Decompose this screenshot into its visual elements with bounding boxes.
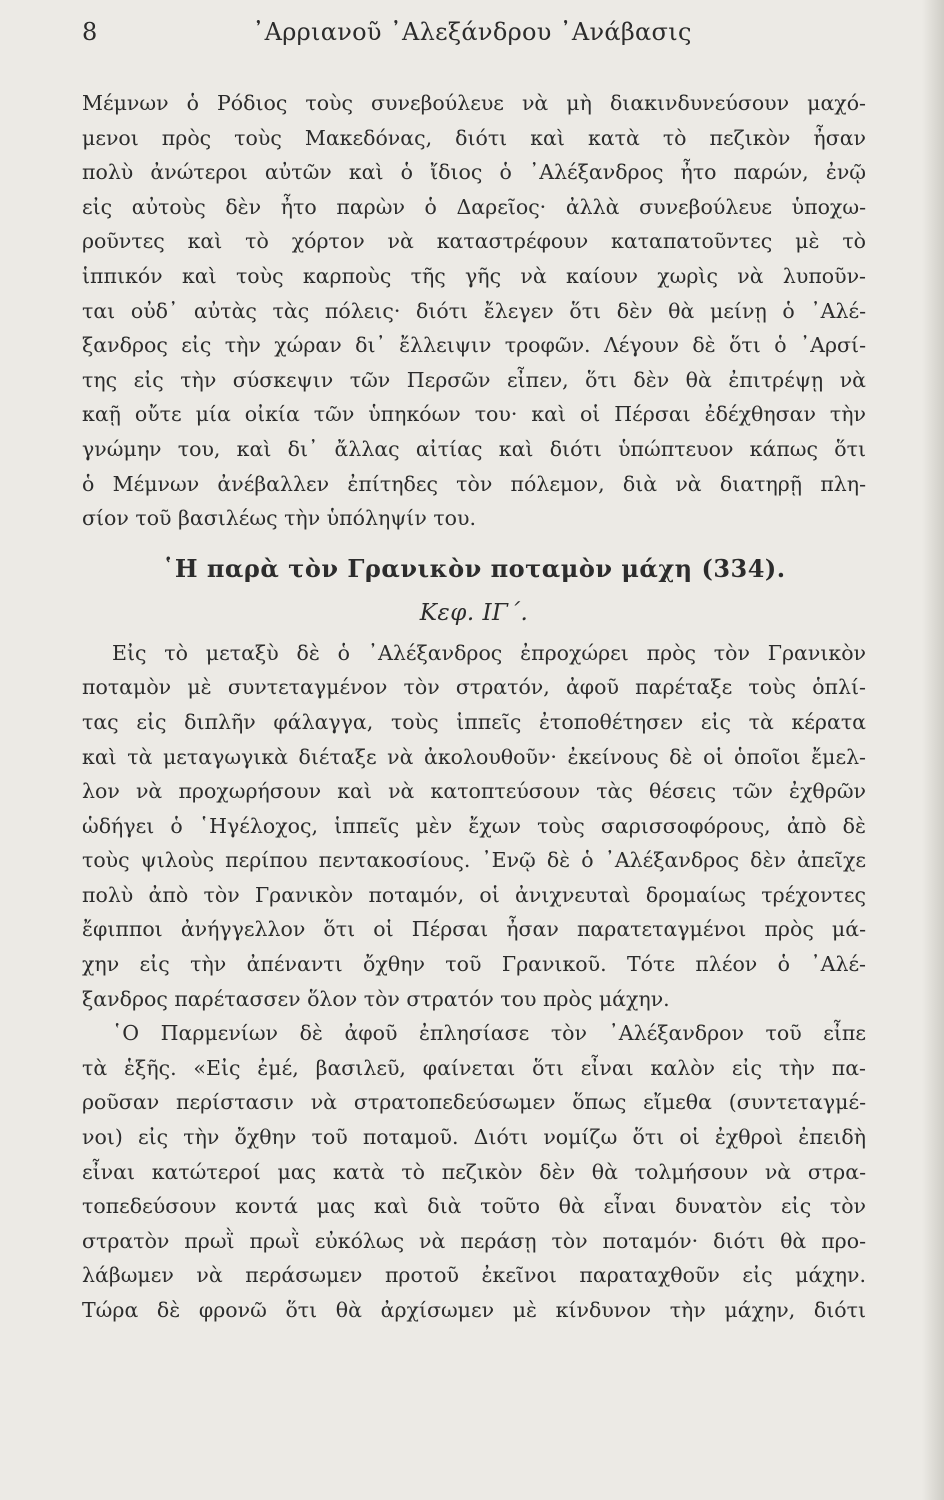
text-line: λάβωμεν νὰ περάσωμεν προτοῦ ἐκεῖνοι παραταχθοῦν εἰς μάχην.	[82, 1263, 866, 1288]
text-line: νοι) εἰς τὴν ὄχθην τοῦ ποταμοῦ. Διότι νομίζω ὅτι οἱ ἐχθροὶ ἐπειδὴ	[82, 1125, 866, 1150]
text-line: ῾Ο Παρμενίων δὲ ἀφοῦ ἐπλησίασε τὸν ᾿Αλέξανδρον τοῦ εἶπε	[112, 1021, 866, 1046]
text-line: ποταμὸν μὲ συντεταγμένον τὸν στρατόν, ἀφοῦ παρέταξε τοὺς ὁπλί-	[82, 675, 866, 700]
text-line: Μέμνων ὁ Ρόδιος τοὺς συνεβούλευε νὰ μὴ διακινδυνεύσουν μαχό-	[82, 91, 866, 115]
chapter-label: Κεφ. ΙΓ΄.	[419, 599, 529, 626]
page-number: 8	[82, 18, 98, 46]
text-line: πολὺ ἀνώτεροι αὐτῶν καὶ ὁ ἴδιος ὁ ᾿Αλέξανδρος ἦτο παρών, ἐνῷ	[82, 160, 866, 185]
text-line: τας εἰς διπλῆν φάλαγγα, τοὺς ἱππεῖς ἐτοποθέτησεν εἰς τὰ κέρατα	[82, 709, 866, 734]
text-line: ὁ Μέμνων ἀνέβαλλεν ἐπίτηδες τὸν πόλεμον, διὰ νὰ διατηρῇ πλη-	[82, 471, 866, 496]
text-line: πολὺ ἀπὸ τὸν Γρανικὸν ποταμόν, οἱ ἀνιχνευταὶ δρομαίως τρέχοντες	[82, 882, 866, 907]
text-line: τοπεδεύσουν κοντά μας καὶ διὰ τοῦτο θὰ εἶναι δυνατὸν εἰς τὸν	[82, 1194, 866, 1219]
text-line: χην εἰς τὴν ἀπέναντι ὄχθην τοῦ Γρανικοῦ. Τότε πλέον ὁ ᾿Αλέ-	[82, 952, 866, 977]
text-line: σίον τοῦ βασιλέως τὴν ὑπόληψίν του.	[82, 506, 476, 531]
text-line: εἶναι κατώτεροί μας κατὰ τὸ πεζικὸν δὲν θὰ τολμήσουν νὰ στρα-	[82, 1159, 866, 1184]
text-line: στρατὸν πρωῒ πρωῒ εὐκόλως νὰ περάσῃ τὸν ποταμόν· διότι θὰ προ-	[82, 1228, 866, 1253]
text-line: ξανδρος εἰς τὴν χώραν δι᾿ ἔλλειψιν τροφῶν. Λέγουν δὲ ὅτι ὁ ᾿Αρσί-	[82, 333, 866, 358]
text-line: ται οὐδ᾿ αὐτὰς τὰς πόλεις· διότι ἔλεγεν ὅτι δὲν θὰ μείνῃ ὁ ᾿Αλέ-	[82, 298, 866, 323]
paragraph-3	[82, 1016, 866, 1327]
text-line: καῇ οὔτε μία οἰκία τῶν ὑπηκόων του· καὶ οἱ Πέρσαι ἐδέχθησαν τὴν	[82, 402, 866, 427]
text-line: Εἰς τὸ μεταξὺ δὲ ὁ ᾿Αλέξανδρος ἐπροχώρει πρὸς τὸν Γρανικὸν	[112, 640, 866, 665]
running-title: ᾿Αρριανοῦ ᾿Αλεξάνδρου ᾿Ανάβασις	[252, 18, 692, 46]
text-line: τὰ ἑξῆς. «Εἰς ἐμέ, βασιλεῦ, φαίνεται ὅτι εἶναι καλὸν εἰς τὴν πα-	[82, 1055, 866, 1080]
text-line: λον νὰ προχωρήσουν καὶ νὰ κατοπτεύσουν τὰς θέσεις τῶν ἐχθρῶν	[82, 779, 866, 804]
text-line: ἱππικόν καὶ τοὺς καρποὺς τῆς γῆς νὰ καίουν χωρὶς νὰ λυποῦν-	[82, 263, 866, 288]
text-line: ροῦσαν περίστασιν νὰ στρατοπεδεύσωμεν ὅπως εἴμεθα (συντεταγμέ-	[82, 1090, 866, 1115]
text-line: ροῦντες καὶ τὸ χόρτον νὰ καταστρέφουν καταπατοῦντες μὲ τὸ	[82, 229, 866, 254]
page-edge-shadow	[922, 0, 944, 1500]
text-line: γνώμην του, καὶ δι᾿ ἄλλας αἰτίας καὶ διότι ὑπώπτευον κάπως ὅτι	[82, 436, 866, 461]
section-heading: ῾Η παρὰ τὸν Γρανικὸν ποταμὸν μάχη (334).	[162, 553, 786, 583]
paragraph-1	[82, 86, 866, 536]
text-line: εἰς αὐτοὺς δὲν ἦτο παρὼν ὁ Δαρεῖος· ἀλλὰ συνεβούλευε ὑποχω-	[82, 194, 866, 219]
text-line: ὡδήγει ὁ ῾Ηγέλοχος, ἱππεῖς μὲν ἔχων τοὺς σαρισσοφόρους, ἀπὸ δὲ	[82, 813, 866, 838]
text-line: μενοι πρὸς τοὺς Μακεδόνας, διότι καὶ κατὰ τὸ πεζικὸν ἦσαν	[82, 125, 866, 150]
text-line: τοὺς ψιλοὺς περίπου πεντακοσίους. ᾿Ενῷ δὲ ὁ ᾿Αλέξανδρος δὲν ἀπεῖχε	[82, 848, 866, 873]
text-line: ξανδρος παρέτασσεν ὅλον τὸν στρατόν του πρὸς μάχην.	[82, 986, 670, 1011]
text-line: ἔφιπποι ἀνήγγελλον ὅτι οἱ Πέρσαι ἦσαν παρατεταγμένοι πρὸς μά-	[82, 917, 866, 942]
text-line: καὶ τὰ μεταγωγικὰ διέταξε νὰ ἀκολουθοῦν· ἐκείνους δὲ οἱ ὁποῖοι ἔμελ-	[82, 744, 866, 769]
page-header	[82, 12, 862, 52]
paragraph-2	[82, 636, 866, 1017]
text-line: Τώρα δὲ φρονῶ ὅτι θὰ ἀρχίσωμεν μὲ κίνδυνον τὴν μάχην, διότι	[82, 1298, 866, 1322]
body-text	[82, 86, 866, 1328]
text-line: της εἰς τὴν σύσκεψιν τῶν Περσῶν εἶπεν, ὅτι δὲν θὰ ἐπιτρέψῃ νὰ	[82, 367, 866, 392]
